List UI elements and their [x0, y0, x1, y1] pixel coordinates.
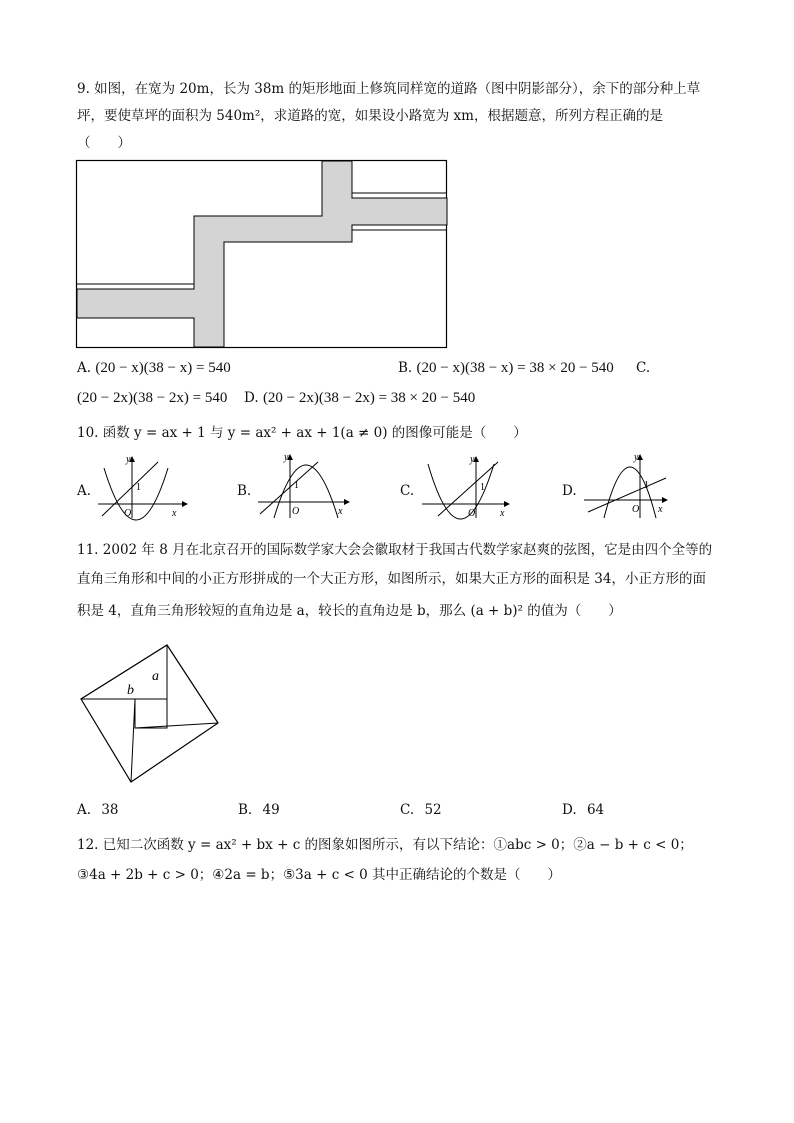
q10-option-d[interactable]: D. — [562, 483, 577, 499]
option-expr: (20 − x)(38 − x) = 540 — [95, 360, 231, 376]
option-label: B. — [398, 360, 413, 376]
x-label: x — [338, 506, 343, 517]
q9-option-c[interactable] — [77, 390, 227, 407]
option-value: 64 — [586, 802, 605, 818]
q10-option-a[interactable]: A. — [77, 483, 92, 499]
q9-option-a[interactable] — [77, 360, 231, 377]
q9-road-figure — [76, 160, 448, 348]
parabola — [104, 468, 168, 520]
option-label: C. — [400, 802, 415, 818]
q11-option-d[interactable] — [562, 802, 604, 818]
option-value: 52 — [424, 802, 442, 818]
q11-option-b[interactable] — [238, 802, 280, 818]
label-b: b — [127, 683, 134, 698]
y-label: y — [284, 452, 289, 463]
line-graph — [260, 462, 318, 514]
option-label: B. — [238, 802, 253, 818]
origin-label: O — [468, 508, 476, 519]
q9-option-b[interactable] — [398, 360, 614, 377]
q9-option-c-label[interactable]: C. — [636, 360, 651, 376]
q12-text-line1: 12. 已知二次函数 y = ax² + bx + c 的图象如图所示，有以下结论：①abc > 0；②a − b + c < 0； — [77, 837, 693, 853]
option-expr: (20 − x)(38 − x) = 38 × 20 − 540 — [416, 360, 614, 376]
q11-text-line2: 直角三角形和中间的小正方形拼成的一个大正方形，如图所示，如果大正方形的面积是 34，小正方形的面 — [77, 571, 706, 587]
option-label: D. — [244, 390, 259, 406]
q9-text-line1: 9. 如图，在宽为 20m，长为 38m 的矩形地面上修筑同样宽的道路（图中阴影部分），余下的部分种上草 — [77, 81, 701, 97]
q10-graph-d — [582, 452, 674, 520]
q10-option-b[interactable]: B. — [237, 483, 252, 499]
q10-graph-c — [420, 454, 512, 520]
big-square — [81, 645, 218, 782]
q11-text-line1: 11. 2002 年 8 月在北京召开的国际数学家大会会徽取材于我国古代数学家赵爽的弦图，它是由四个全等的 — [77, 542, 713, 558]
x-label: x — [500, 508, 505, 519]
q9-text-line2: 坪，要使草坪的面积为 540m²，求道路的宽，如果设小路宽为 xm，根据题意，所列方程正确的是 — [77, 108, 663, 124]
option-value: 49 — [262, 802, 280, 818]
option-value: 38 — [101, 802, 119, 818]
origin-label: O — [632, 504, 640, 515]
q11-zhao-shuang-figure — [80, 644, 222, 786]
x-label: x — [658, 504, 663, 515]
y-label: y — [634, 452, 639, 463]
label-a: a — [152, 669, 159, 684]
origin-label: O — [292, 506, 300, 517]
q9-answer-blank: （ ） — [77, 135, 131, 151]
option-expr: (20 − 2x)(38 − 2x) = 540 — [77, 390, 228, 406]
parabola — [604, 467, 656, 518]
y-label: y — [126, 454, 131, 465]
q12-text-line2: ③4a + 2b + c > 0；④2a = b；⑤3a + c < 0 其中正确结论的个数是（ ） — [77, 867, 562, 883]
q10-graph-b — [256, 452, 352, 520]
option-label: D. — [562, 802, 577, 818]
option-label: A. — [77, 802, 92, 818]
q11-text-line3: 积是 4，直角三角形较短的直角边是 a，较长的直角边是 b，那么 (a + b)² 的值为（ ） — [77, 603, 622, 619]
one-label: 1 — [480, 482, 485, 493]
q10-text: 10. 函数 y = ax + 1 与 y = ax² + ax + 1(a ≠ 0) 的图像可能是（ ） — [77, 425, 527, 441]
one-label: 1 — [644, 480, 649, 491]
q11-option-c[interactable] — [400, 802, 442, 818]
line-graph — [588, 478, 666, 512]
q10-graph-a — [96, 454, 188, 520]
option-label: A. — [77, 360, 92, 376]
option-expr: (20 − 2x)(38 − 2x) = 38 × 20 − 540 — [262, 390, 476, 406]
q10-option-c[interactable]: C. — [400, 483, 415, 499]
y-label: y — [470, 454, 475, 465]
one-label: 1 — [294, 480, 299, 491]
q9-option-d[interactable] — [244, 390, 475, 407]
outer-rectangle — [77, 161, 447, 348]
q11-option-a[interactable] — [77, 802, 119, 818]
origin-label: O — [124, 508, 132, 519]
x-label: x — [172, 508, 177, 519]
one-label: 1 — [136, 482, 141, 493]
